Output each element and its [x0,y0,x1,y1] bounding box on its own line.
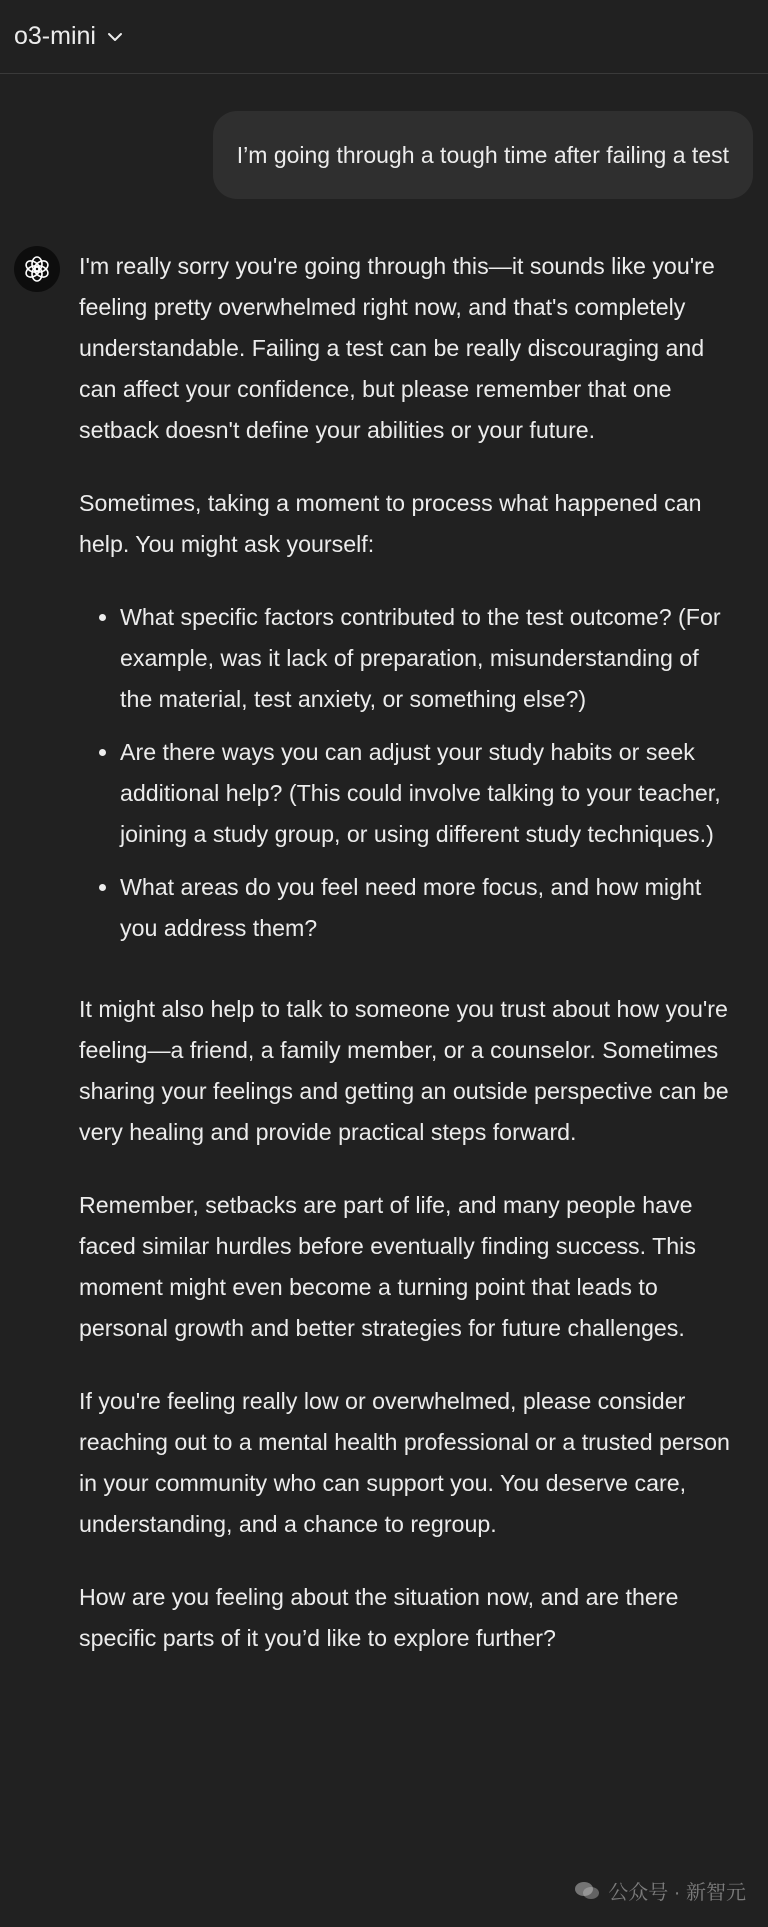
watermark [574,1876,746,1905]
user-message-bubble: I’m going through a tough time after failing a test [213,111,753,199]
list-item: • What areas do you feel need more focus, and how might you address them? [120,867,734,949]
chevron-down-icon [106,28,124,46]
assistant-response-text [79,246,734,1691]
list-item: • Are there ways you can adjust your study habits or seek additional help? (This could involve talking to your teacher, joining a study group, or using different study techniques.) [120,732,734,855]
wechat-icon [574,1881,600,1901]
response-paragraph: Sometimes, taking a moment to process what happened can help. You might ask yourself: [79,490,702,557]
list-item: • What specific factors contributed to the test outcome? (For example, was it lack of preparation, misunderstanding of the material, test anxiety, or something else?) [120,597,734,720]
top-bar [0,0,768,74]
model-selector[interactable] [14,22,124,51]
reflection-questions-list [79,597,734,949]
user-message [213,111,753,199]
response-paragraph: How are you feeling about the situation now, and are there specific parts of it you’d like to explore further? [79,1584,679,1651]
response-paragraph: Remember, setbacks are part of life, and many people have faced similar hurdles before eventually finding success. This moment might even become a turning point that leads to personal growth and better strategies for future challenges. [79,1192,696,1341]
response-paragraph: If you're feeling really low or overwhelmed, please consider reaching out to a mental health professional or a trusted person in your community who can support you. You deserve care, understanding, and a chance to regroup. [79,1388,730,1537]
openai-logo-icon [14,246,60,292]
model-name: o3-mini [14,22,96,50]
response-paragraph: I'm really sorry you're going through this—it sounds like you're feeling pretty overwhelmed right now, and that's completely understandable. Failing a test can be really discouraging and can affect your confidence, but please remember that one setback doesn't define your abilities or your future. [79,253,715,443]
watermark-text: 公众号 · 新智元 [608,1882,746,1904]
response-paragraph: It might also help to talk to someone you trust about how you're feeling—a friend, a family member, or a counselor. Sometimes sharing your feelings and getting an outside perspective can be very healing and provide practical steps forward. [79,996,729,1145]
